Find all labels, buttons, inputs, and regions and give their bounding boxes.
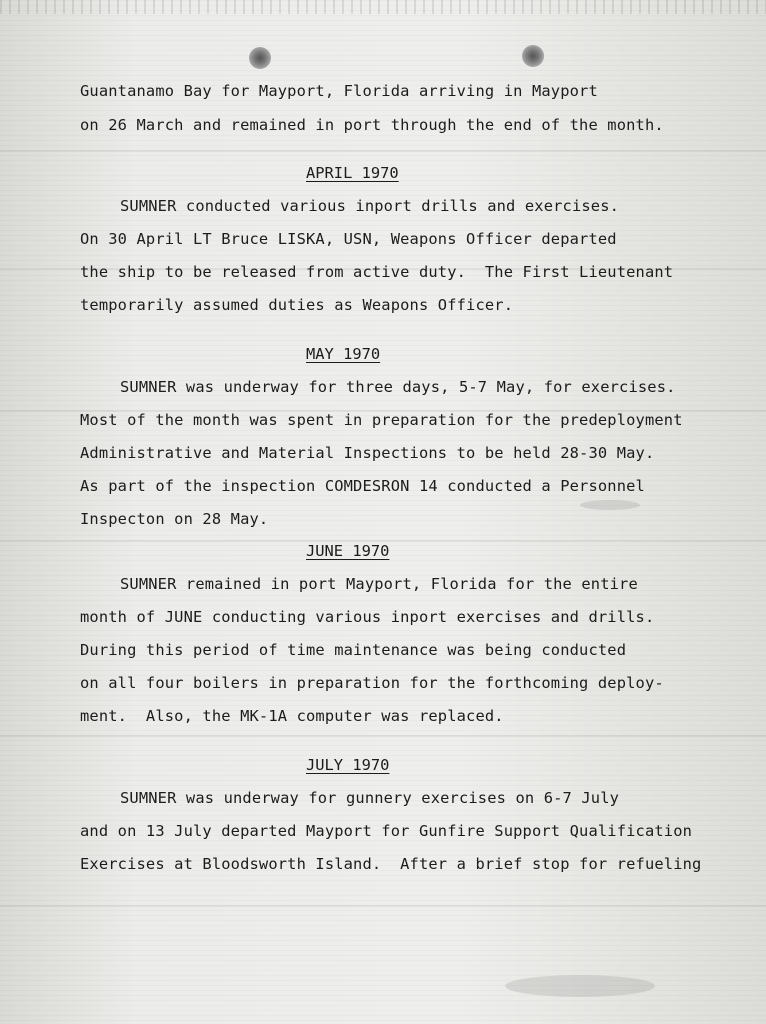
body-line: Inspecton on 28 May.: [80, 510, 269, 528]
body-line: month of JUNE conducting various inport exercises and drills.: [80, 608, 655, 626]
body-line: Administrative and Material Inspections to be held 28-30 May.: [80, 444, 655, 462]
body-line: SUMNER remained in port Mayport, Florida for the entire: [120, 575, 638, 593]
body-line: the ship to be released from active duty. The First Lieutenant: [80, 263, 674, 281]
body-line: On 30 April LT Bruce LISKA, USN, Weapons Officer departed: [80, 230, 617, 248]
body-line: on all four boilers in preparation for the forthcoming deploy-: [80, 674, 664, 692]
section-heading-june: JUNE 1970: [306, 542, 390, 560]
scan-streak: [0, 905, 766, 907]
section-heading-may: MAY 1970: [306, 345, 381, 363]
section-heading-july: JULY 1970: [306, 756, 390, 774]
body-line: Most of the month was spent in preparation for the predeployment: [80, 411, 683, 429]
body-line: SUMNER was underway for three days, 5-7 May, for exercises.: [120, 378, 676, 396]
body-line: SUMNER conducted various inport drills and exercises.: [120, 197, 620, 215]
scan-streak: [0, 735, 766, 737]
scan-edge-artifact: [0, 0, 766, 14]
body-line: During this period of time maintenance was being conducted: [80, 641, 627, 659]
body-line: and on 13 July departed Mayport for Gunfire Support Qualification: [80, 822, 693, 840]
punch-hole: [522, 45, 544, 67]
body-line: ment. Also, the MK-1A computer was replaced.: [80, 707, 504, 725]
scan-smudge: [505, 975, 655, 997]
body-line: temporarily assumed duties as Weapons Officer.: [80, 296, 514, 314]
body-line: SUMNER was underway for gunnery exercises on 6-7 July: [120, 789, 620, 807]
punch-hole: [249, 47, 271, 69]
body-line: on 26 March and remained in port through the end of the month.: [80, 116, 664, 134]
body-line: Guantanamo Bay for Mayport, Florida arriving in Mayport: [80, 82, 598, 100]
body-line: Exercises at Bloodsworth Island. After a brief stop for refueling: [80, 855, 702, 873]
scan-streak: [0, 150, 766, 152]
body-line: As part of the inspection COMDESRON 14 conducted a Personnel: [80, 477, 645, 495]
scan-smudge: [580, 500, 640, 510]
section-heading-april: APRIL 1970: [306, 164, 399, 182]
